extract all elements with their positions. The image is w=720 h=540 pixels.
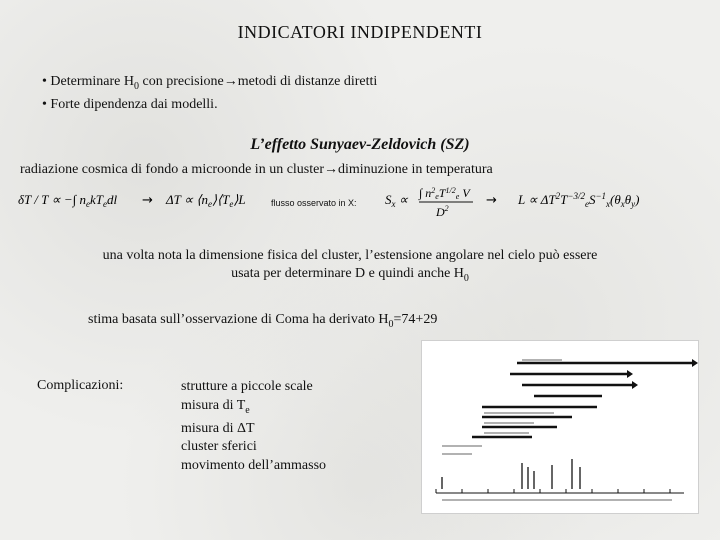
complications-list bbox=[181, 378, 326, 475]
bullet-dipendenza: • Forte dipendenza dai modelli. bbox=[42, 96, 218, 112]
complications-label: Complicazioni: bbox=[37, 378, 124, 393]
arrow-1: → bbox=[142, 193, 153, 208]
object-markers bbox=[442, 459, 580, 489]
intro-bullets bbox=[42, 73, 377, 114]
para-line-2: usata per determinare D e quindi anche $H_0$ bbox=[231, 266, 469, 284]
complication-item: cluster sferici bbox=[181, 439, 257, 455]
bullet-determinare: • Determinare $H_0$ con precisione→metodi di distanze diretti bbox=[42, 74, 378, 92]
sz-description: radiazione cosmica di fondo a microonde in un cluster→diminuzione in temperatura bbox=[20, 162, 493, 177]
axis-ticks bbox=[436, 489, 670, 493]
arrowhead bbox=[692, 359, 698, 367]
formula-delta-t: $\Delta T \propto ⟨n_e⟩⟨T_e⟩L$ bbox=[166, 192, 246, 209]
formula-sx-numerator: ∫ $n^2_eT^{1/2}_e$ V bbox=[419, 186, 470, 201]
arrowhead bbox=[627, 370, 633, 378]
ladder-bars bbox=[472, 363, 692, 437]
complication-item: strutture a piccole scale bbox=[181, 379, 313, 394]
distance-paragraph bbox=[40, 247, 660, 288]
complication-item: misura di $T_e$ bbox=[181, 397, 250, 416]
sz-effect-heading: L’effetto Sunyaev-Zeldovich (SZ) bbox=[250, 136, 470, 153]
complication-item: movimento dell’ammasso bbox=[181, 457, 327, 473]
distance-ladder-figure bbox=[421, 340, 699, 514]
formula-sx-denominator: $D^2$ bbox=[436, 204, 449, 219]
slide-title: INDICATORI INDIPENDENTI bbox=[237, 22, 483, 42]
formula-l: $L \propto \Delta T^2T^{-3/2}_eS^{-1}_x(\theta_x\theta_y)$ bbox=[518, 191, 640, 209]
faint-labels bbox=[442, 359, 672, 501]
formula-sx: $S_x$ ∝ bbox=[385, 192, 409, 209]
flux-label: flusso osservato in X: bbox=[271, 198, 357, 208]
para-line-1: una volta nota la dimensione fisica del cluster, l’estensione angolare nel cielo può essere bbox=[102, 248, 598, 263]
formula-dtt: δT / T ∝ −∫ $n_ekT_edl$ bbox=[18, 192, 118, 209]
complication-item: misura di ΔT bbox=[181, 420, 255, 436]
coma-estimate: stima basata sull’osservazione di Coma ha derivato $H_0=74+29$ bbox=[88, 312, 438, 330]
distance-ladder-diagram bbox=[422, 341, 698, 513]
arrow-2: → bbox=[486, 193, 497, 208]
arrowhead bbox=[632, 381, 638, 389]
